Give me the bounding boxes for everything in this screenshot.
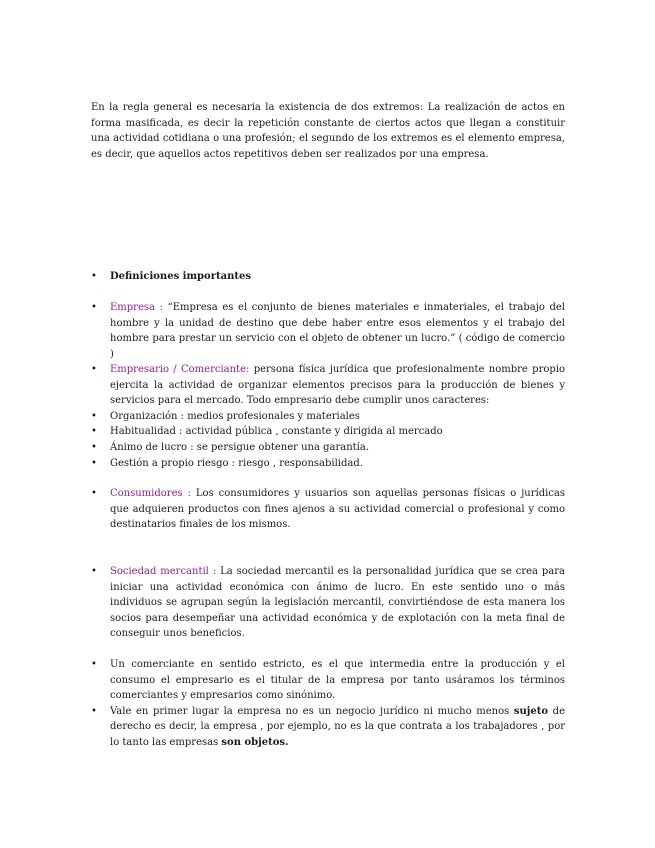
bullet-icon [91,564,99,580]
character-text: Habitualidad : actividad pública , constante y dirigida al mercado [110,426,443,438]
definition-consumidores-text: Los consumidores y usuarios son aquellas personas físicas o jurídicas que adquieren productos con fines ajenos a su actividad comercial o profesional y como destinatarios finales de los mismos. [110,488,566,531]
term-empresa: Empresa : [110,302,163,313]
intro-paragraph: En la regla general es necesaria la existencia de dos extremos: La realización de actos en forma masificada, es decir la repetición constante de ciertos actos que llegan a constituir una actividad cotidiana o una profesión; el segundo de los extremos es el elemento empresa, es decir, que aquellos actos repetitivos deben ser realizados por una empresa. [91,102,565,160]
bullet-icon [91,486,99,502]
bullet-icon [91,704,99,720]
emphasis-son-objetos: son objetos. [221,736,289,748]
character-item [91,456,565,472]
definitions-heading: Definiciones importantes [110,271,251,282]
term-consumidores: Consumidores : [110,488,191,499]
bullet-icon [91,300,99,316]
bullet-icon [91,440,99,456]
bullet-icon [91,424,99,440]
term-empresario: Empresario / Comerciante: [110,364,250,375]
character-item [91,409,565,425]
bullet-icon [91,409,99,425]
character-text: Gestión a propio riesgo : riesgo , responsabilidad. [110,457,363,469]
note-vale-text: Vale en primer lugar la empresa no es un negocio jurídico ni mucho menos [110,705,514,717]
definitions-heading-item [91,269,565,285]
closing-notes [91,657,565,751]
bullet-icon [91,269,99,285]
definition-empresario [91,362,565,471]
bullet-icon [91,362,99,378]
definition-consumidores [91,486,565,533]
character-item [91,424,565,440]
note-comerciante-text: Un comerciante en sentido estricto, es el que intermedia entre la producción y el consumo el empresario es el titular de la empresa por tanto usáramos los términos comerciantes y empresarios como sinónimo. [110,659,565,702]
definition-empresa [91,300,565,362]
definition-sociedad-text: La sociedad mercantil es la personalidad jurídica que se crea para iniciar una actividad económica con ánimo de lucro. En este sentido uno o más individuos se agrupan según la legislación mercantil, convirtiéndose de esta manera los socios para desempeñar una actividad económica y de explotación con la meta final de conseguir unos beneficios. [110,566,565,640]
character-item [91,440,565,456]
definition-empresa-text: “Empresa es el conjunto de bienes materiales e inmateriales, el trabajo del hombre y la unidad de destino que debe haber entre esos elementos y el trabajo del hombre para prestar un servicio con el objeto de obtener un lucro.” ( código de comercio ) [110,302,565,360]
character-text: Ánimo de lucro : se persigue obtener una garantía. [110,441,370,453]
definition-sociedad-mercantil [91,564,565,642]
note-vale-text: de derecho es decir, la empresa , por ejemplo, no es la que contrata a los trabajadores , por lo tanto las empresas [110,705,566,748]
note-comerciante [91,657,565,704]
bullet-icon [91,456,99,472]
definition-empresario-text: persona física jurídica que profesionalmente nombre propio ejercita la actividad de organizar elementos precisos para la producción de bienes y servicios para el mercado. Todo empresario debe cumplir unos caracteres: [110,364,565,407]
emphasis-sujeto: sujeto [513,705,549,717]
term-sociedad-mercantil: Sociedad mercantil : [110,566,217,577]
character-text: Organización : medios profesionales y materiales [110,410,360,422]
note-vale [91,704,565,751]
bullet-icon [91,657,99,673]
